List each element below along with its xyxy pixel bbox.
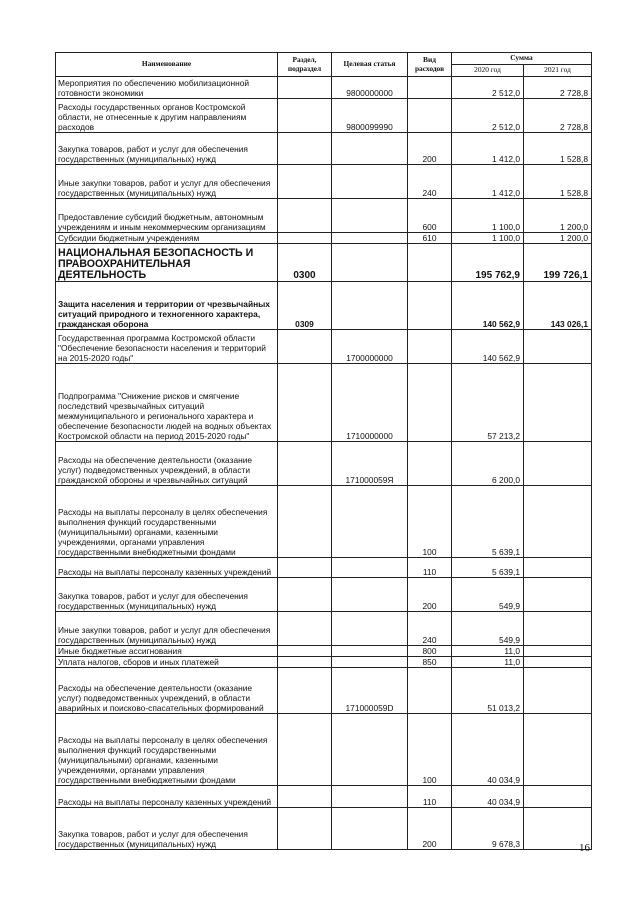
table-row [56, 233, 592, 244]
row-section [278, 668, 332, 714]
row-type [408, 330, 452, 364]
header-type: Вид расходов [408, 53, 452, 77]
row-name: Закупка товаров, работ и услуг для обеспечения государственных (муниципальных) нужд [56, 808, 278, 850]
header-year-2020: 2020 год [452, 65, 524, 77]
row-section [278, 578, 332, 612]
row-target [332, 612, 408, 646]
row-sum-2021 [524, 714, 592, 786]
row-sum-2021 [524, 364, 592, 442]
row-name: Расходы на обеспечение деятельности (оказание услуг) подведомственных учреждений, в области аварийных и поисково-спасательных формирований [56, 668, 278, 714]
table-row [56, 330, 592, 364]
row-sum-2020: 6 200,0 [452, 442, 524, 486]
row-section [278, 786, 332, 808]
table-row [56, 668, 592, 714]
row-name: Иные бюджетные ассигнования [56, 646, 278, 657]
row-section [278, 486, 332, 558]
table-row [56, 99, 592, 133]
table-row [56, 282, 592, 330]
row-type: 100 [408, 486, 452, 558]
row-sum-2020: 2 512,0 [452, 99, 524, 133]
header-target: Целевая статья [332, 53, 408, 77]
row-section: 0309 [278, 282, 332, 330]
row-sum-2020: 549,9 [452, 578, 524, 612]
row-name: Государственная программа Костромской области "Обеспечение безопасности населения и территорий на 2015-2020 годы" [56, 330, 278, 364]
table-row [56, 199, 592, 233]
table-row [56, 657, 592, 668]
row-target [332, 714, 408, 786]
table-row [56, 244, 592, 282]
row-type: 200 [408, 133, 452, 165]
row-name: Расходы на обеспечение деятельности (оказание услуг) подведомственных учреждений, в области гражданской обороны и чрезвычайных ситуаций [56, 442, 278, 486]
row-name: Иные закупки товаров, работ и услуг для обеспечения государственных (муниципальных) нужд [56, 165, 278, 199]
row-sum-2021: 143 026,1 [524, 282, 592, 330]
row-target [332, 786, 408, 808]
row-target: 9800000000 [332, 77, 408, 99]
row-sum-2020: 9 678,3 [452, 808, 524, 850]
row-name: Расходы на выплаты персоналу в целях обеспечения выполнения функций государственными (муниципальными) органами, казенными учреждениями, органами управления государственными внебюджетными фондами [56, 486, 278, 558]
row-name: НАЦИОНАЛЬНАЯ БЕЗОПАСНОСТЬ И ПРАВООХРАНИТЕЛЬНАЯ ДЕЯТЕЛЬНОСТЬ [56, 244, 278, 282]
row-name: Подпрограмма "Снижение рисков и смягчение последствий чрезвычайных ситуаций межмуниципального и регионального характера и обеспечение безопасности людей на водных объектах Костромской области на период 2015-2020 годы" [56, 364, 278, 442]
row-section [278, 165, 332, 199]
table-row [56, 364, 592, 442]
row-target [332, 244, 408, 282]
table-row [56, 165, 592, 199]
row-sum-2020: 51 013,2 [452, 668, 524, 714]
row-sum-2020: 140 562,9 [452, 282, 524, 330]
row-type [408, 282, 452, 330]
row-name: Защита населения и территории от чрезвычайных ситуаций природного и техногенного характера, гражданская оборона [56, 282, 278, 330]
row-name: Расходы на выплаты персоналу казенных учреждений [56, 786, 278, 808]
row-target [332, 578, 408, 612]
row-target [332, 233, 408, 244]
row-sum-2020: 40 034,9 [452, 786, 524, 808]
row-type: 110 [408, 786, 452, 808]
row-sum-2020: 1 100,0 [452, 233, 524, 244]
row-sum-2021: 1 200,0 [524, 233, 592, 244]
table-header [56, 53, 592, 77]
row-sum-2021: 1 200,0 [524, 199, 592, 233]
table-row [56, 77, 592, 99]
row-sum-2020: 195 762,9 [452, 244, 524, 282]
row-type [408, 244, 452, 282]
row-section [278, 199, 332, 233]
row-sum-2020: 549,9 [452, 612, 524, 646]
row-type: 800 [408, 646, 452, 657]
budget-table [55, 52, 592, 850]
row-name: Расходы на выплаты персоналу казенных учреждений [56, 558, 278, 578]
row-type [408, 364, 452, 442]
table-row [56, 714, 592, 786]
row-type [408, 77, 452, 99]
row-sum-2021: 2 728,8 [524, 99, 592, 133]
row-sum-2021 [524, 668, 592, 714]
row-section [278, 646, 332, 657]
table-row [56, 442, 592, 486]
row-type: 200 [408, 578, 452, 612]
row-sum-2021 [524, 646, 592, 657]
row-type: 200 [408, 808, 452, 850]
row-sum-2020: 2 512,0 [452, 77, 524, 99]
row-target [332, 657, 408, 668]
row-sum-2020: 140 562,9 [452, 330, 524, 364]
row-name: Закупка товаров, работ и услуг для обеспечения государственных (муниципальных) нужд [56, 578, 278, 612]
budget-document [55, 52, 591, 850]
row-section [278, 442, 332, 486]
row-target [332, 165, 408, 199]
header-sum: Сумма [452, 53, 592, 65]
row-type: 240 [408, 612, 452, 646]
row-name: Иные закупки товаров, работ и услуг для обеспечения государственных (муниципальных) нужд [56, 612, 278, 646]
row-target [332, 646, 408, 657]
row-name: Закупка товаров, работ и услуг для обеспечения государственных (муниципальных) нужд [56, 133, 278, 165]
row-name: Субсидии бюджетным учреждениям [56, 233, 278, 244]
page-number: 16 [579, 842, 590, 854]
row-target: 171000059Я [332, 442, 408, 486]
row-type: 610 [408, 233, 452, 244]
row-sum-2020: 57 213,2 [452, 364, 524, 442]
row-sum-2020: 1 412,0 [452, 133, 524, 165]
row-name: Расходы государственных органов Костромской области, не отнесенные к другим направлениям расходов [56, 99, 278, 133]
row-target [332, 808, 408, 850]
row-sum-2021 [524, 578, 592, 612]
table-row [56, 786, 592, 808]
row-sum-2021 [524, 657, 592, 668]
row-sum-2020: 5 639,1 [452, 486, 524, 558]
row-type [408, 668, 452, 714]
row-type: 110 [408, 558, 452, 578]
row-target [332, 486, 408, 558]
row-section: 0300 [278, 244, 332, 282]
row-sum-2020: 5 639,1 [452, 558, 524, 578]
row-sum-2021 [524, 330, 592, 364]
row-sum-2021 [524, 612, 592, 646]
table-row [56, 558, 592, 578]
header-year-2021: 2021 год [524, 65, 592, 77]
row-sum-2020: 11,0 [452, 646, 524, 657]
row-section [278, 99, 332, 133]
row-section [278, 233, 332, 244]
row-section [278, 330, 332, 364]
row-target [332, 133, 408, 165]
table-row [56, 808, 592, 850]
row-sum-2021: 199 726,1 [524, 244, 592, 282]
table-row [56, 612, 592, 646]
row-type [408, 442, 452, 486]
row-section [278, 714, 332, 786]
row-type [408, 99, 452, 133]
row-sum-2021: 1 528,8 [524, 133, 592, 165]
table-row [56, 578, 592, 612]
row-sum-2021 [524, 786, 592, 808]
row-type: 100 [408, 714, 452, 786]
row-section [278, 364, 332, 442]
row-target: 171000059D [332, 668, 408, 714]
row-sum-2020: 1 100,0 [452, 199, 524, 233]
row-sum-2020: 40 034,9 [452, 714, 524, 786]
row-section [278, 133, 332, 165]
row-sum-2020: 11,0 [452, 657, 524, 668]
row-name: Расходы на выплаты персоналу в целях обеспечения выполнения функций государственными (муниципальными) органами, казенными учреждениями, органами управления государственными внебюджетными фондами [56, 714, 278, 786]
row-type: 850 [408, 657, 452, 668]
row-target [332, 199, 408, 233]
table-body [56, 77, 592, 850]
row-target [332, 558, 408, 578]
row-target [332, 282, 408, 330]
row-sum-2021 [524, 442, 592, 486]
row-sum-2021: 1 528,8 [524, 165, 592, 199]
header-section: Раздел, подраздел [278, 53, 332, 77]
row-name: Уплата налогов, сборов и иных платежей [56, 657, 278, 668]
row-sum-2021 [524, 486, 592, 558]
row-section [278, 808, 332, 850]
row-target: 1700000000 [332, 330, 408, 364]
header-name: Наименование [56, 53, 278, 77]
table-row [56, 486, 592, 558]
row-section [278, 657, 332, 668]
row-sum-2021 [524, 558, 592, 578]
row-section [278, 77, 332, 99]
row-type: 240 [408, 165, 452, 199]
row-name: Предоставление субсидий бюджетным, автономным учреждениям и иным некоммерческим организациям [56, 199, 278, 233]
row-section [278, 612, 332, 646]
row-target: 9800099990 [332, 99, 408, 133]
table-row [56, 133, 592, 165]
table-row [56, 646, 592, 657]
row-target: 1710000000 [332, 364, 408, 442]
row-sum-2021: 2 728,8 [524, 77, 592, 99]
row-sum-2020: 1 412,0 [452, 165, 524, 199]
row-section [278, 558, 332, 578]
row-type: 600 [408, 199, 452, 233]
row-name: Мероприятия по обеспечению мобилизационной готовности экономики [56, 77, 278, 99]
